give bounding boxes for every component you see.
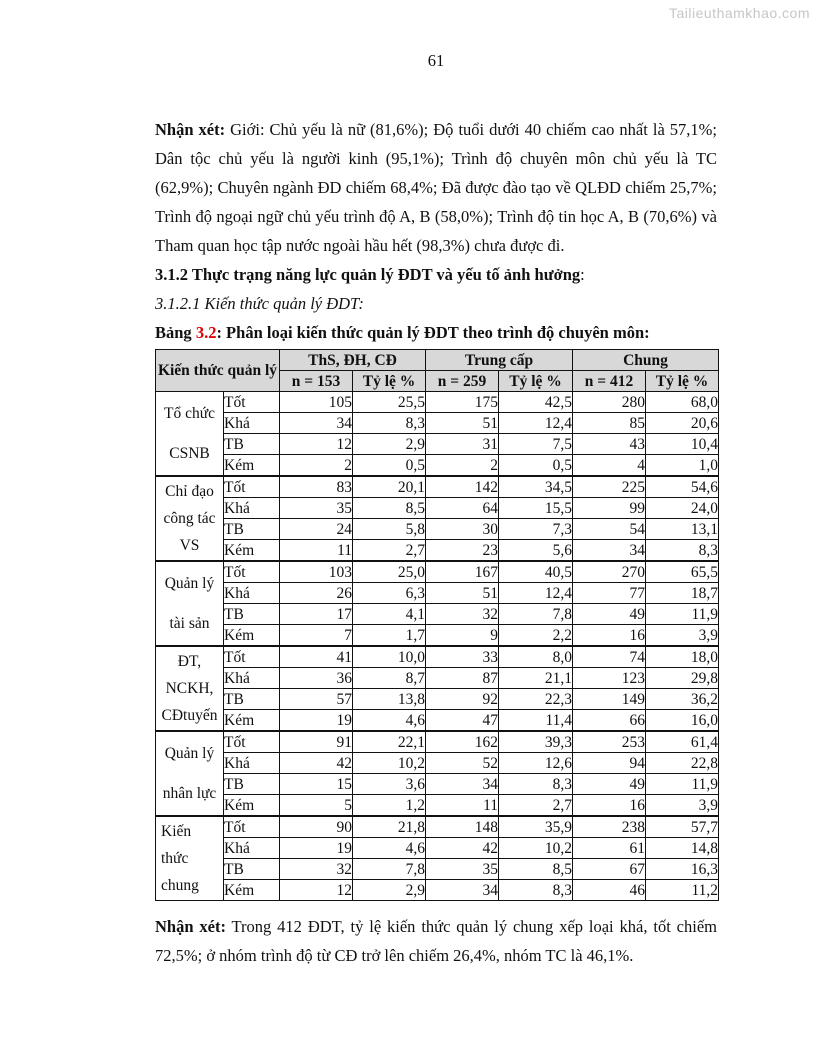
data-cell: 36,2 — [646, 689, 719, 710]
data-cell: 32 — [426, 604, 499, 625]
caption-prefix: Bảng — [155, 323, 196, 342]
data-cell: 2,7 — [353, 540, 426, 562]
table-row — [156, 392, 719, 413]
data-cell: 7,8 — [353, 859, 426, 880]
row-label-cell: Khá — [224, 583, 280, 604]
corner-header-cell: Kiến thức quản lý — [156, 350, 280, 392]
section-heading-text: 3.1.2 Thực trạng năng lực quản lý ĐDT và yếu tố ảnh hưởng — [155, 265, 581, 284]
data-cell: 68,0 — [646, 392, 719, 413]
row-label-cell: Khá — [224, 753, 280, 774]
data-cell: 65,5 — [646, 561, 719, 583]
data-cell: 23 — [426, 540, 499, 562]
data-cell: 16 — [573, 795, 646, 817]
caption-suffix: : Phân loại kiến thức quản lý ĐDT theo trình độ chuyên môn: — [216, 323, 650, 342]
remark-label: Nhận xét: — [155, 120, 226, 139]
data-cell: 13,8 — [353, 689, 426, 710]
data-cell: 16,0 — [646, 710, 719, 732]
data-cell: 42 — [426, 838, 499, 859]
data-cell: 15,5 — [499, 498, 573, 519]
data-cell: 51 — [426, 583, 499, 604]
data-cell: 42 — [280, 753, 353, 774]
data-cell: 149 — [573, 689, 646, 710]
remark-label: Nhận xét: — [155, 917, 226, 936]
data-cell: 36 — [280, 668, 353, 689]
table-row — [156, 476, 719, 498]
data-cell: 4 — [573, 455, 646, 477]
table-row — [156, 455, 719, 477]
data-cell: 74 — [573, 646, 646, 668]
subsection-heading-3121: 3.1.2.1 Kiến thức quản lý ĐDT: — [155, 294, 364, 313]
data-cell: 46 — [573, 880, 646, 901]
row-label-cell: Kém — [224, 455, 280, 477]
group-label-cell: ĐT, NCKH, CĐtuyến — [156, 646, 224, 731]
data-cell: 42,5 — [499, 392, 573, 413]
data-cell: 39,3 — [499, 731, 573, 753]
data-cell: 29,8 — [646, 668, 719, 689]
row-label-cell: Tốt — [224, 561, 280, 583]
data-cell: 34,5 — [499, 476, 573, 498]
data-cell: 225 — [573, 476, 646, 498]
data-cell: 8,5 — [353, 498, 426, 519]
table-row — [156, 498, 719, 519]
table-row — [156, 710, 719, 732]
table-row — [156, 519, 719, 540]
row-label-cell: Khá — [224, 668, 280, 689]
table-body — [156, 392, 719, 901]
top-remark-paragraph — [155, 115, 717, 260]
row-label-cell: Kém — [224, 710, 280, 732]
data-cell: 3,9 — [646, 625, 719, 647]
table-row — [156, 731, 719, 753]
data-cell: 5,8 — [353, 519, 426, 540]
data-cell: 22,3 — [499, 689, 573, 710]
data-cell: 34 — [426, 774, 499, 795]
data-cell: 14,8 — [646, 838, 719, 859]
data-cell: 3,6 — [353, 774, 426, 795]
data-cell: 253 — [573, 731, 646, 753]
data-cell: 7 — [280, 625, 353, 647]
table-row — [156, 434, 719, 455]
data-cell: 5 — [280, 795, 353, 817]
data-cell: 1,0 — [646, 455, 719, 477]
data-cell: 34 — [280, 413, 353, 434]
data-cell: 7,5 — [499, 434, 573, 455]
data-cell: 99 — [573, 498, 646, 519]
data-cell: 11 — [280, 540, 353, 562]
data-cell: 18,0 — [646, 646, 719, 668]
data-cell: 10,2 — [499, 838, 573, 859]
data-cell: 4,6 — [353, 838, 426, 859]
data-cell: 83 — [280, 476, 353, 498]
data-cell: 7,3 — [499, 519, 573, 540]
data-cell: 94 — [573, 753, 646, 774]
data-cell: 35 — [426, 859, 499, 880]
data-cell: 32 — [280, 859, 353, 880]
data-cell: 8,5 — [499, 859, 573, 880]
sub-header-cell: Tỷ lệ % — [499, 371, 573, 392]
data-cell: 162 — [426, 731, 499, 753]
data-cell: 8,3 — [646, 540, 719, 562]
data-cell: 47 — [426, 710, 499, 732]
row-label-cell: Tốt — [224, 392, 280, 413]
data-cell: 26 — [280, 583, 353, 604]
table-row — [156, 753, 719, 774]
table-row — [156, 646, 719, 668]
data-cell: 12,4 — [499, 583, 573, 604]
data-cell: 2 — [426, 455, 499, 477]
sub-header-cell: Tỷ lệ % — [353, 371, 426, 392]
data-cell: 52 — [426, 753, 499, 774]
table-row — [156, 668, 719, 689]
table-row — [156, 413, 719, 434]
row-label-cell: TB — [224, 434, 280, 455]
data-cell: 24 — [280, 519, 353, 540]
row-label-cell: Tốt — [224, 731, 280, 753]
table-row — [156, 604, 719, 625]
table-row — [156, 816, 719, 838]
table-row — [156, 583, 719, 604]
data-cell: 20,6 — [646, 413, 719, 434]
data-cell: 91 — [280, 731, 353, 753]
row-label-cell: Khá — [224, 838, 280, 859]
data-cell: 11,2 — [646, 880, 719, 901]
data-cell: 21,1 — [499, 668, 573, 689]
table-row — [156, 795, 719, 817]
data-cell: 11,4 — [499, 710, 573, 732]
data-cell: 5,6 — [499, 540, 573, 562]
row-label-cell: Khá — [224, 413, 280, 434]
watermark: Tailieuthamkhao.com — [668, 5, 810, 21]
data-cell: 8,3 — [353, 413, 426, 434]
row-label-cell: Kém — [224, 540, 280, 562]
bottom-remark-paragraph — [155, 912, 717, 970]
group-label-cell: Quản lý nhân lực — [156, 731, 224, 816]
table-row — [156, 625, 719, 647]
table-row — [156, 838, 719, 859]
data-cell: 1,7 — [353, 625, 426, 647]
row-label-cell: Tốt — [224, 816, 280, 838]
data-cell: 0,5 — [353, 455, 426, 477]
data-cell: 33 — [426, 646, 499, 668]
data-cell: 8,3 — [499, 774, 573, 795]
table-row — [156, 774, 719, 795]
row-label-cell: Kém — [224, 625, 280, 647]
sub-header-cell: Tỷ lệ % — [646, 371, 719, 392]
sub-header-cell: n = 412 — [573, 371, 646, 392]
row-label-cell: TB — [224, 689, 280, 710]
data-cell: 61,4 — [646, 731, 719, 753]
data-cell: 12 — [280, 880, 353, 901]
table-caption — [155, 318, 717, 347]
data-cell: 13,1 — [646, 519, 719, 540]
data-cell: 67 — [573, 859, 646, 880]
data-cell: 12,4 — [499, 413, 573, 434]
data-cell: 0,5 — [499, 455, 573, 477]
data-cell: 34 — [573, 540, 646, 562]
knowledge-classification-table — [155, 349, 719, 901]
header-row-1 — [156, 350, 719, 371]
group-label-cell: Chỉ đạo công tác VS — [156, 476, 224, 561]
group-header-cell: ThS, ĐH, CĐ — [280, 350, 426, 371]
data-cell: 16,3 — [646, 859, 719, 880]
row-label-cell: TB — [224, 859, 280, 880]
data-cell: 11 — [426, 795, 499, 817]
data-cell: 2,9 — [353, 434, 426, 455]
data-cell: 167 — [426, 561, 499, 583]
data-cell: 11,9 — [646, 774, 719, 795]
remark-text: Trong 412 ĐDT, tỷ lệ kiến thức quản lý chung xếp loại khá, tốt chiếm 72,5%; ở nhóm trình độ từ CĐ trở lên chiếm 26,4%, nhóm TC là 46,1%. — [155, 917, 717, 965]
data-cell: 25,5 — [353, 392, 426, 413]
data-cell: 20,1 — [353, 476, 426, 498]
data-cell: 2 — [280, 455, 353, 477]
data-cell: 77 — [573, 583, 646, 604]
data-cell: 103 — [280, 561, 353, 583]
data-cell: 123 — [573, 668, 646, 689]
data-cell: 22,8 — [646, 753, 719, 774]
data-cell: 19 — [280, 838, 353, 859]
data-cell: 12 — [280, 434, 353, 455]
row-label-cell: Kém — [224, 880, 280, 901]
page-content — [155, 115, 717, 970]
data-cell: 51 — [426, 413, 499, 434]
data-cell: 49 — [573, 774, 646, 795]
table-row — [156, 561, 719, 583]
data-cell: 6,3 — [353, 583, 426, 604]
data-cell: 270 — [573, 561, 646, 583]
data-cell: 87 — [426, 668, 499, 689]
data-cell: 64 — [426, 498, 499, 519]
data-cell: 57 — [280, 689, 353, 710]
data-cell: 25,0 — [353, 561, 426, 583]
row-label-cell: Tốt — [224, 646, 280, 668]
group-header-cell: Chung — [573, 350, 719, 371]
group-header-cell: Trung cấp — [426, 350, 573, 371]
data-cell: 35 — [280, 498, 353, 519]
data-cell: 2,7 — [499, 795, 573, 817]
data-cell: 238 — [573, 816, 646, 838]
group-label-cell: Quản lý tài sản — [156, 561, 224, 646]
data-cell: 43 — [573, 434, 646, 455]
data-cell: 30 — [426, 519, 499, 540]
data-cell: 19 — [280, 710, 353, 732]
data-cell: 2,9 — [353, 880, 426, 901]
table-header — [156, 350, 719, 392]
data-cell: 40,5 — [499, 561, 573, 583]
data-cell: 142 — [426, 476, 499, 498]
data-cell: 4,1 — [353, 604, 426, 625]
data-cell: 11,9 — [646, 604, 719, 625]
table-row — [156, 689, 719, 710]
data-cell: 92 — [426, 689, 499, 710]
data-cell: 16 — [573, 625, 646, 647]
data-cell: 8,3 — [499, 880, 573, 901]
data-cell: 10,2 — [353, 753, 426, 774]
data-cell: 18,7 — [646, 583, 719, 604]
data-cell: 41 — [280, 646, 353, 668]
group-label-cell: Tổ chức CSNB — [156, 392, 224, 477]
row-label-cell: Khá — [224, 498, 280, 519]
remark-text: Giới: Chủ yếu là nữ (81,6%); Độ tuổi dưới 40 chiếm cao nhất là 57,1%; Dân tộc chủ yếu là người kinh (95,1%); Trình độ chuyên môn chủ yếu là TC (62,9%); Chuyên ngành ĐD chiếm 68,4%; Đã được đào tạo về QLĐD chiếm 25,7%; Trình độ ngoại ngữ chủ yếu trình độ A, B (58,0%); Trình độ tin học A, B (70,6%) và Tham quan học tập nước ngoài hầu hết (98,3%) chưa được đi. — [155, 120, 717, 255]
data-cell: 90 — [280, 816, 353, 838]
data-cell: 34 — [426, 880, 499, 901]
data-cell: 54 — [573, 519, 646, 540]
data-cell: 3,9 — [646, 795, 719, 817]
table-row — [156, 859, 719, 880]
data-cell: 22,1 — [353, 731, 426, 753]
data-cell: 7,8 — [499, 604, 573, 625]
data-cell: 21,8 — [353, 816, 426, 838]
section-heading-colon: : — [580, 265, 585, 284]
data-cell: 85 — [573, 413, 646, 434]
sub-header-cell: n = 259 — [426, 371, 499, 392]
data-cell: 10,0 — [353, 646, 426, 668]
row-label-cell: TB — [224, 519, 280, 540]
data-cell: 8,0 — [499, 646, 573, 668]
data-cell: 10,4 — [646, 434, 719, 455]
data-cell: 4,6 — [353, 710, 426, 732]
data-cell: 105 — [280, 392, 353, 413]
data-cell: 9 — [426, 625, 499, 647]
row-label-cell: Kém — [224, 795, 280, 817]
data-cell: 66 — [573, 710, 646, 732]
data-cell: 175 — [426, 392, 499, 413]
data-cell: 148 — [426, 816, 499, 838]
data-cell: 31 — [426, 434, 499, 455]
group-label-cell: Kiến thức chung — [156, 816, 224, 901]
data-cell: 2,2 — [499, 625, 573, 647]
data-cell: 15 — [280, 774, 353, 795]
data-cell: 12,6 — [499, 753, 573, 774]
data-cell: 280 — [573, 392, 646, 413]
data-cell: 17 — [280, 604, 353, 625]
page-number: 61 — [427, 51, 445, 70]
data-cell: 61 — [573, 838, 646, 859]
data-cell: 49 — [573, 604, 646, 625]
data-cell: 24,0 — [646, 498, 719, 519]
data-cell: 1,2 — [353, 795, 426, 817]
caption-number: 3.2 — [195, 323, 217, 342]
data-cell: 35,9 — [499, 816, 573, 838]
table-row — [156, 540, 719, 562]
row-label-cell: TB — [224, 604, 280, 625]
sub-header-cell: n = 153 — [280, 371, 353, 392]
section-heading-312 — [155, 260, 717, 289]
data-cell: 57,7 — [646, 816, 719, 838]
data-cell: 54,6 — [646, 476, 719, 498]
data-cell: 8,7 — [353, 668, 426, 689]
row-label-cell: Tốt — [224, 476, 280, 498]
row-label-cell: TB — [224, 774, 280, 795]
table-row — [156, 880, 719, 901]
